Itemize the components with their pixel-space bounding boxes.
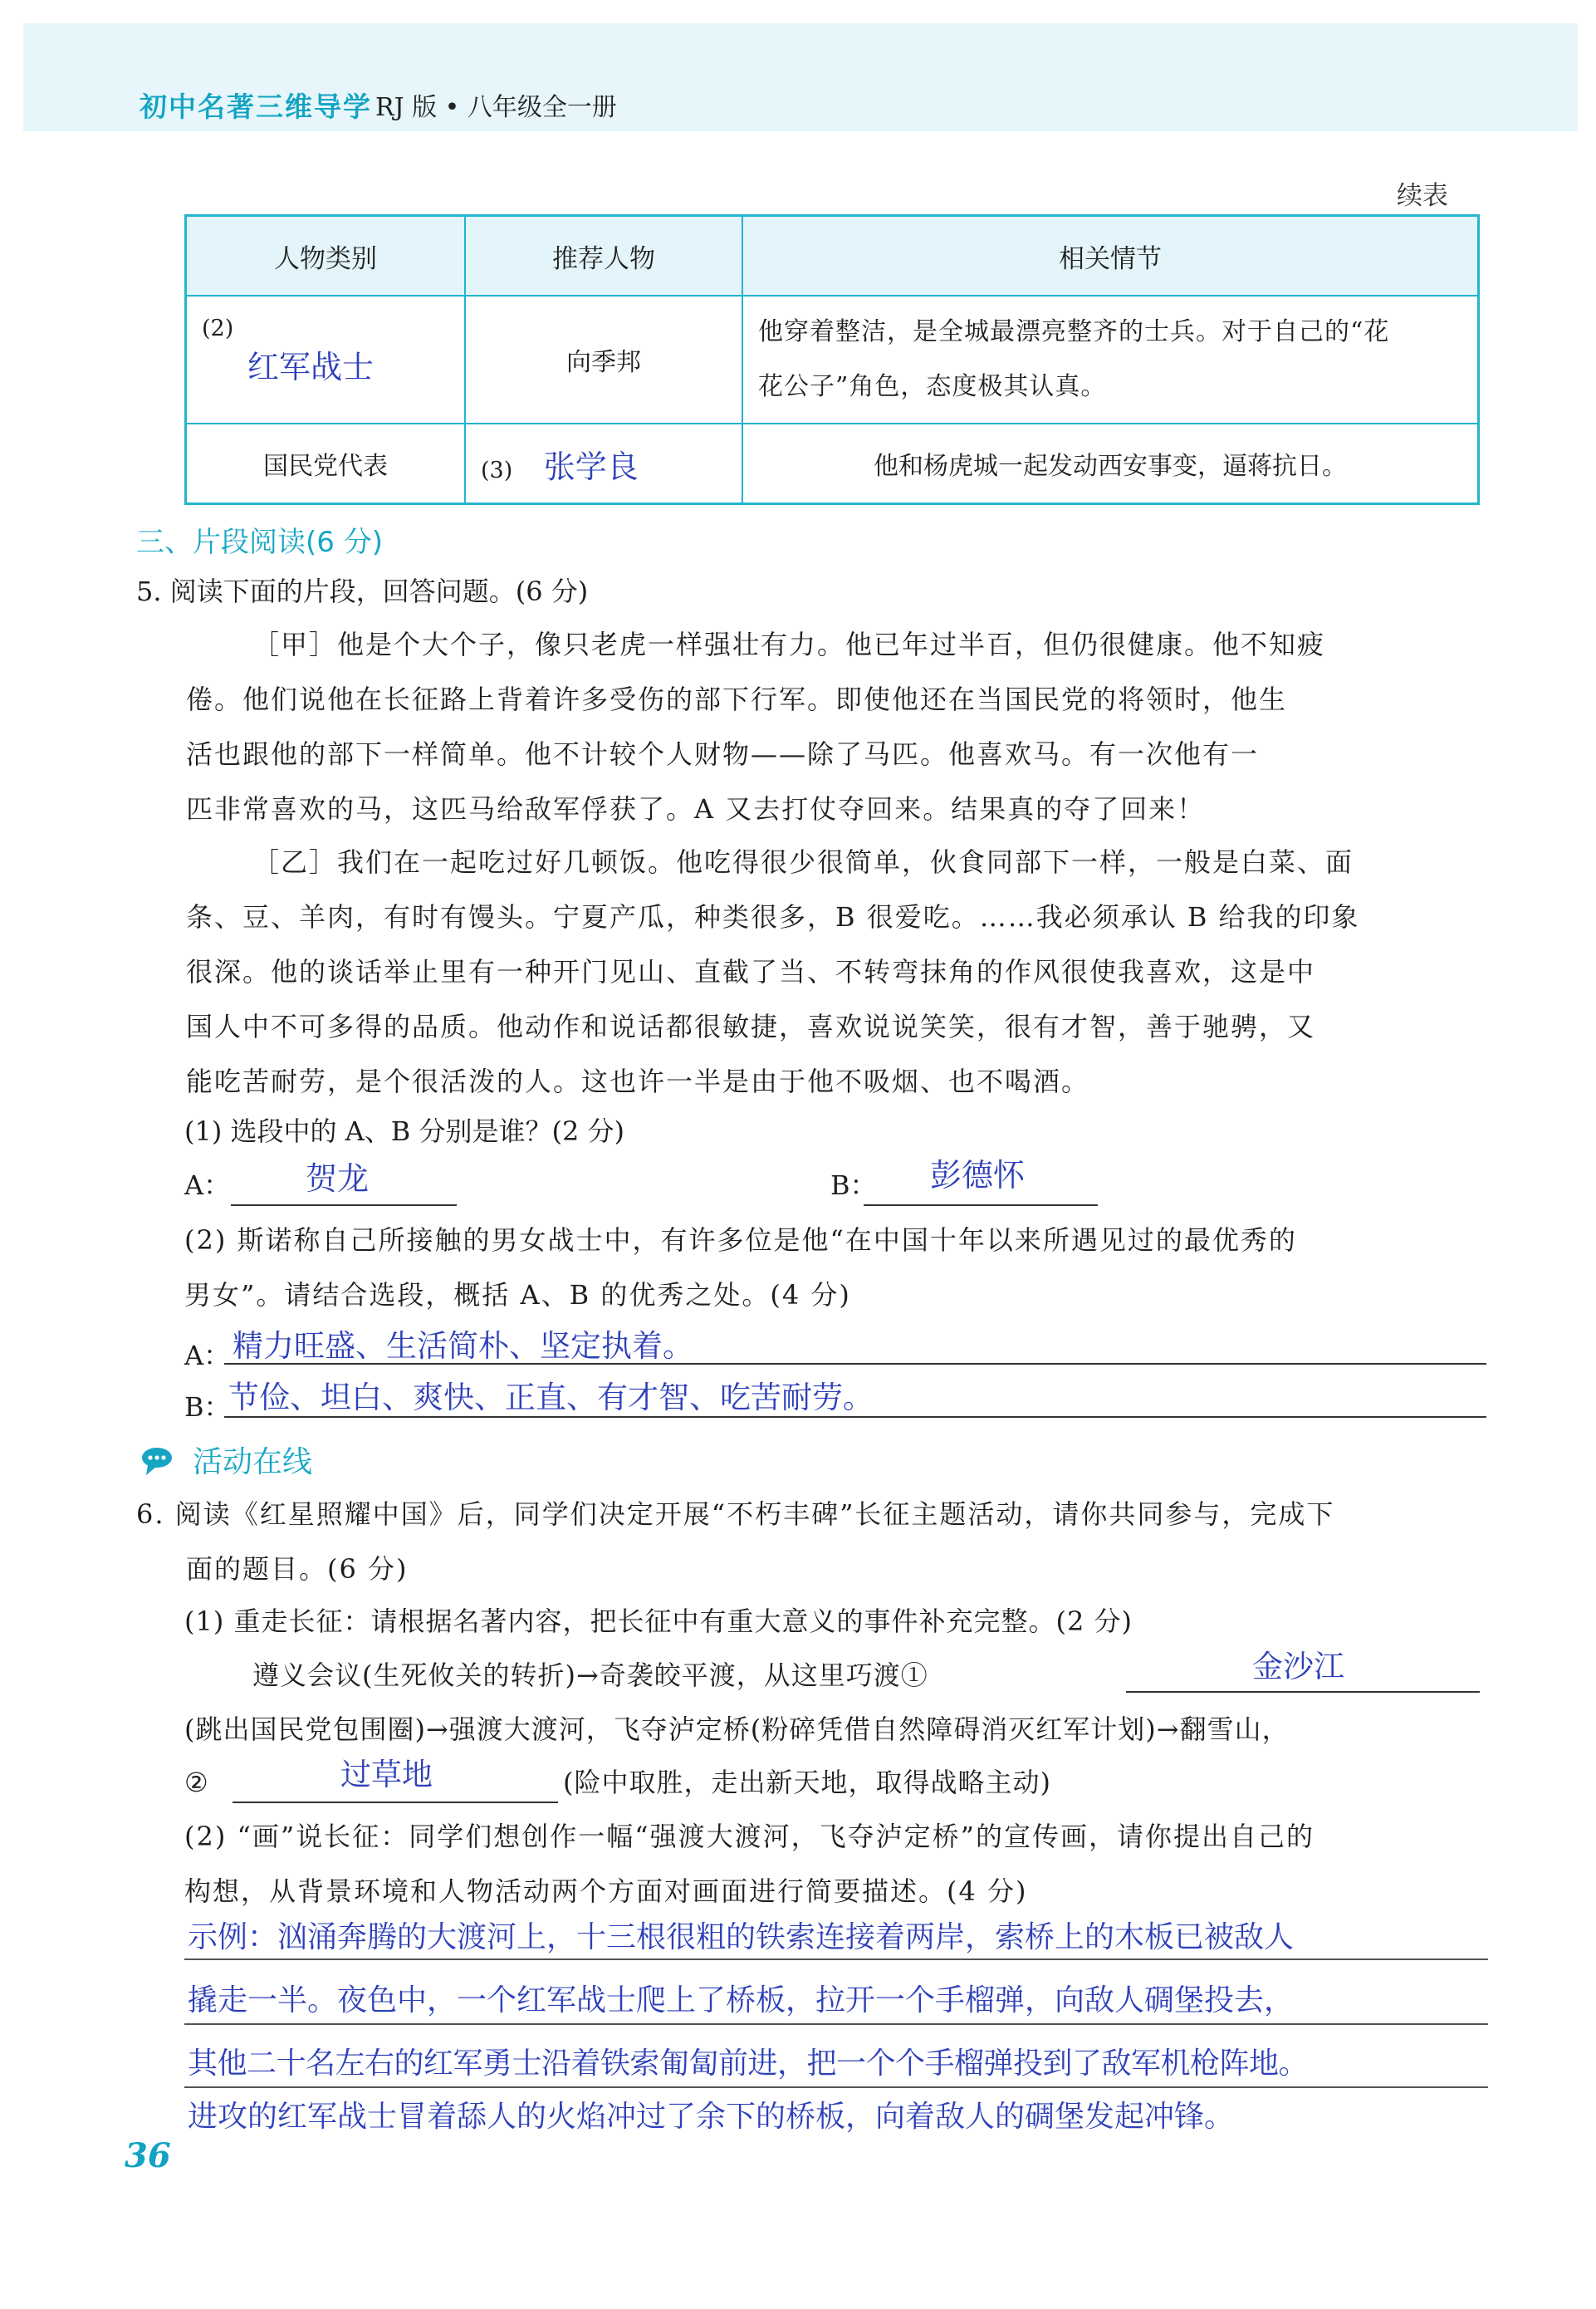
event-line-2: (跳出国民党包围圈)→强渡大渡河，飞夺泸定桥(粉碎凭借自然障碍消灭红军计划)→翻雪山， [184, 1713, 1290, 1745]
question-line: (2) “画”说长征：同学们想创作一幅“强渡大渡河，飞夺泸定桥”的宣传画，请你提出自己的 [184, 1821, 1314, 1852]
event-line-3: (险中取胜，走出新天地，取得战略主动) [563, 1767, 1051, 1798]
item-number: (3) [481, 457, 513, 483]
passage-line: 倦。他们说他在长征路上背着许多受伤的部下行军。即使他还在当国民党的将领时，他生 [186, 684, 1288, 715]
passage-yi [186, 835, 1481, 1109]
section-heading: 三、片段阅读(6 分) [136, 526, 383, 559]
cell-plot: 他和杨虎城一起发动西安事变，逼蒋抗日。 [742, 424, 1479, 504]
passage-line: 国人中不可多得的品质。他动作和说话都很敏捷，喜欢说说笑笑，很有才智，善于驰骋，又 [186, 1011, 1316, 1042]
passage-line: 条、豆、羊肉，有时有馒头。宁夏产瓜，种类很多，B 很爱吃。……我必须承认 B 给我的印象 [186, 901, 1360, 933]
answer-a-label: A： [184, 1169, 231, 1201]
answer-blank-1: 金沙江 [1252, 1649, 1344, 1684]
plot-line: 花公子”角色，态度极其认真。 [758, 372, 1107, 401]
table-continued-label: 续表 [1397, 181, 1448, 211]
answer-text-line: 其他二十名左右的红军勇士沿着铁索匍匐前进，把一个个手榴弹投到了敌军机枪阵地。 [188, 2047, 1309, 2081]
answer-line [184, 1958, 1488, 1960]
answer-text-line: 撬走一半。夜色中，一个红军战士爬上了桥板，拉开一个手榴弹，向敌人碉堡投去， [188, 1983, 1295, 2017]
passage-line: 能吃苦耐劳，是个很活泼的人。这也许一半是由于他不吸烟、也不喝酒。 [186, 1066, 1090, 1097]
question-6-sub1: (1) 重走长征：请根据名著内容，把长征中有重大意义的事件补充完整。(2 分) [184, 1606, 1133, 1637]
answer-b2-label: B： [184, 1391, 231, 1423]
cell-plot [742, 296, 1479, 424]
activity-heading: 活动在线 [193, 1445, 313, 1479]
question-5-sub1: (1) 选段中的 A、B 分别是谁？(2 分) [184, 1115, 624, 1147]
header-category: 人物类别 [186, 216, 466, 297]
book-title: 初中名著三维导学 [140, 91, 372, 123]
circle-number-2: ② [184, 1767, 208, 1798]
cell-person: 向季邦 [465, 296, 742, 424]
header-plot: 相关情节 [742, 216, 1479, 297]
answer-blank-line [233, 1802, 558, 1803]
cell-category [186, 296, 466, 424]
answer-blank-2: 过草地 [340, 1757, 433, 1792]
question-6-title [136, 1487, 1490, 1596]
plot-line: 他穿着整洁，是全城最漂亮整齐的士兵。对于自己的“花 [758, 317, 1390, 346]
passage-line: 很深。他的谈话举止里有一种开门见山、直截了当、不转弯抹角的作风很使我喜欢，这是中 [186, 956, 1316, 988]
page-number: 36 [125, 2136, 171, 2175]
answer-line [224, 1416, 1486, 1418]
event-line-1: 遵义会议(生死攸关的转折)→奇袭皎平渡，从这里巧渡① [252, 1659, 928, 1691]
table-row [186, 296, 1479, 424]
answer-blank-line [864, 1204, 1098, 1206]
answer-category: 红军战士 [247, 349, 375, 385]
answer-a: 贺龙 [306, 1160, 370, 1197]
answer-a2: 精力旺盛、生活简朴、坚定执着。 [233, 1328, 693, 1364]
answer-blank-line [1126, 1691, 1480, 1693]
answer-b2: 节俭、坦白、爽快、正直、有才智、吃苦耐劳。 [228, 1380, 874, 1415]
passage-jia [186, 617, 1481, 836]
answer-line [184, 2086, 1488, 2088]
question-line: 6. 阅读《红星照耀中国》后，同学们决定开展“不朽丰碑”长征主题活动，请你共同参与，完成下 [136, 1498, 1335, 1530]
passage-line: 匹非常喜欢的马，这匹马给敌军俘获了。A 又去打仗夺回来。结果真的夺了回来！ [186, 793, 1206, 825]
answer-b-label: B： [830, 1169, 877, 1201]
answer-person: 张学良 [543, 448, 639, 485]
passage-line: ［乙］我们在一起吃过好几顿饭。他吃得很少很简单，伙食同部下一样，一般是白菜、面 [252, 846, 1354, 878]
answer-a2-label: A： [184, 1340, 231, 1371]
answer-text-line: 进攻的红军战士冒着舔人的火焰冲过了余下的桥板，向着敌人的碉堡发起冲锋。 [188, 2100, 1235, 2134]
answer-line [184, 2023, 1488, 2025]
question-line: 面的题目。(6 分) [186, 1553, 409, 1585]
chat-icon [140, 1444, 174, 1478]
book-edition: RJ 版 • 八年级全一册 [375, 93, 617, 122]
question-5-sub2 [184, 1213, 1480, 1322]
item-number: (2) [202, 316, 234, 341]
passage-line: ［甲］他是个大个子，像只老虎一样强壮有力。他已年过半百，但仍很健康。他不知疲 [252, 629, 1326, 660]
header-person: 推荐人物 [465, 216, 742, 297]
table-header-row [186, 216, 1479, 297]
passage-line: 活也跟他的部下一样简单。他不计较个人财物——除了马匹。他喜欢马。有一次他有一 [186, 738, 1260, 770]
question-line: 男女”。请结合选段，概括 A、B 的优秀之处。(4 分) [184, 1279, 851, 1311]
cell-person [465, 424, 742, 504]
cell-category: 国民党代表 [186, 424, 466, 504]
question-5-title: 5. 阅读下面的片段，回答问题。(6 分) [136, 576, 589, 607]
answer-text-line: 示例：汹涌奔腾的大渡河上，十三根很粗的铁索连接着两岸，索桥上的木板已被敌人 [188, 1920, 1295, 1954]
question-6-sub2 [184, 1809, 1488, 1919]
answer-b: 彭德怀 [930, 1157, 1026, 1194]
answer-blank-line [231, 1204, 457, 1206]
table-row [186, 424, 1479, 504]
question-line: 构想，从背景环境和人物活动两个方面对画面进行简要描述。(4 分) [184, 1875, 1028, 1907]
answer-line [224, 1363, 1486, 1365]
question-line: (2) 斯诺称自己所接触的男女战士中，有许多位是他“在中国十年以来所遇见过的最优秀的 [184, 1224, 1297, 1256]
character-table [184, 214, 1480, 505]
